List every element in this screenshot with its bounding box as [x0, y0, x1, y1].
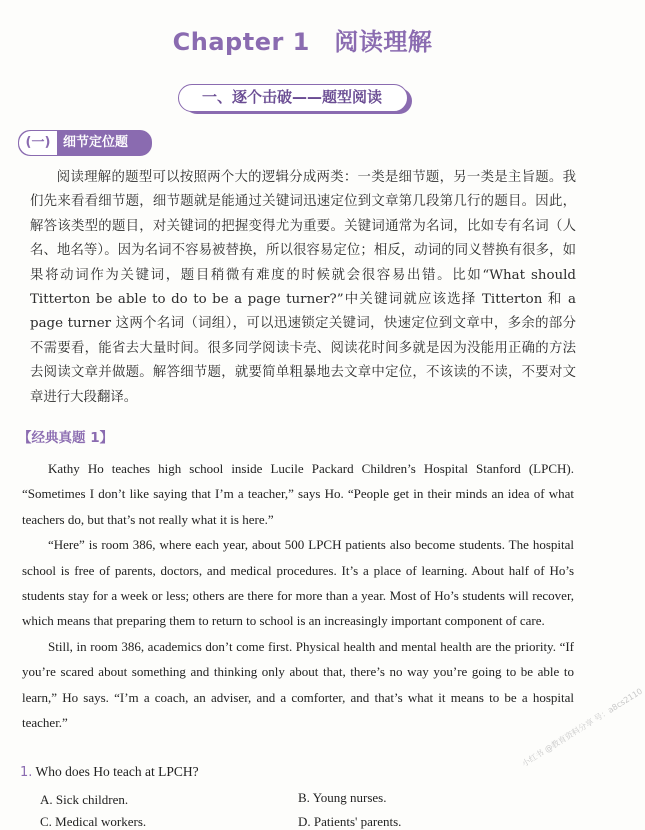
- reading-passage: [22, 456, 574, 735]
- question-number: 1.: [20, 765, 33, 780]
- passage-paragraph-1: Kathy Ho teaches high school inside Lucile Packard Children’s Hospital Stanford (LPCH). “Sometimes I don’t like saying that I’m a teacher,” says Ho. “People get in their minds an idea of what teachers do, but that’s not really what it is here.”: [22, 461, 574, 527]
- question-text: Who does Ho teach at LPCH?: [35, 764, 199, 779]
- subsection-number: (一): [19, 131, 57, 155]
- option-c: C. Medical workers.: [40, 814, 147, 829]
- option-b: B. Young nurses.: [298, 790, 387, 805]
- section-banner-label: 一、逐个击破——题型阅读: [201, 88, 382, 106]
- option-d: D. Patients' parents.: [298, 814, 402, 829]
- intro-paragraph: 阅读理解的题型可以按照两个大的逻辑分成两类：一类是细节题，另一类是主旨题。我们先来看看细节题，细节题就是能通过关键词迅速定位到文章第几段第几行的题目。因此，解答该类型的题目，对关键词的把握变得尤为重要。关键词通常为名词，比如专有名词（人名、地名等）。因为名词不容易被替换，所以很容易定位；相反，动词的同义替换有很多，如果将动词作为关键词，题目稍微有难度的时候就会很容易出错。比如“What should Titterton be able to do to be a page turner?”中关键词就应该选择 Titterton 和 a page turner 这两个名词（词组），可以迅速锁定关键词，快速定位到文章中，多余的部分不需要看，能省去大量时间。很多同学阅读卡壳、阅读花时间多就是因为没能用正确的方法去阅读文章并做题。解答细节题，就要简单粗暴地去文章中定位，不该读的不读，不要对文章进行大段翻译。: [30, 170, 576, 405]
- passage-paragraph-3: Still, in room 386, academics don’t come first. Physical health and mental health are the priority. “If you’re scared about something and thinking only about that, there’s no way you’re going to be able to learn,” Ho says. “I’m a coach, an adviser, and a comforter, and that’s what it means to be a hospital teacher.”: [22, 638, 574, 731]
- subsection-label: 细节定位题: [63, 135, 129, 150]
- watermark: 小红书 @教育资料分享 号：a8cs2110: [520, 686, 645, 769]
- section-banner: [178, 78, 408, 114]
- example-label: 【经典真题 1】: [18, 430, 114, 446]
- subsection-banner: [18, 130, 152, 156]
- passage-paragraph-2: “Here” is room 386, where each year, about 500 LPCH patients also become students. The hospital school is free of parents, doctors, and medical procedures. It’s a place of learning. About half of Ho’s students stay for a week or less; others are there for more than a year. Most of Ho’s students will recover, which means that preparing them to return to school is an increasingly important component of care.: [22, 537, 574, 629]
- chapter-title: Chapter 1 阅读理解: [172, 28, 433, 56]
- cut-off-options: [40, 814, 560, 829]
- question-1: [20, 764, 199, 780]
- option-a: A. Sick children.: [40, 792, 129, 807]
